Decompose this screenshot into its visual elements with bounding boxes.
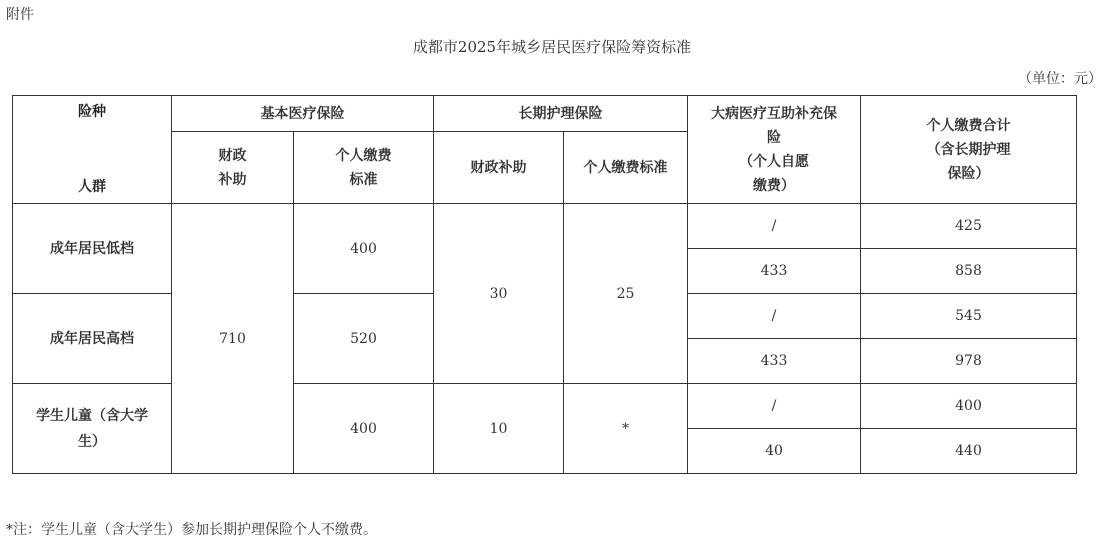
row-label-students bbox=[13, 384, 172, 474]
ltc-fiscal-adults: 30 bbox=[434, 204, 564, 384]
critical-adult-low-1: / bbox=[688, 204, 861, 249]
corner-population: 人群 bbox=[78, 179, 106, 195]
basic-personal-adult-high: 520 bbox=[294, 294, 434, 384]
header-critical-line1: 大病医疗互助补充保 bbox=[711, 105, 837, 122]
header-total-line3: 保险） bbox=[947, 165, 990, 182]
critical-adult-high-2: 433 bbox=[688, 339, 861, 384]
header-fiscal-subsidy bbox=[172, 132, 294, 204]
header-critical-line3: （个人自愿 bbox=[739, 153, 809, 170]
footnote: *注：学生儿童（含大学生）参加长期护理保险个人不缴费。 bbox=[6, 522, 377, 538]
header-critical-line2: 险 bbox=[767, 129, 781, 146]
ltc-personal-students: * bbox=[564, 384, 688, 474]
document-title: 成都市2025年城乡居民医疗保险筹资标准 bbox=[412, 38, 692, 56]
total-adult-high-2: 978 bbox=[861, 339, 1077, 384]
total-adult-high-1: 545 bbox=[861, 294, 1077, 339]
header-personal-line2: 标准 bbox=[349, 171, 378, 188]
header-critical-line4: 缴费） bbox=[753, 177, 795, 194]
attachment-label: 附件 bbox=[6, 7, 34, 23]
basic-personal-adult-low: 400 bbox=[294, 204, 434, 294]
header-fiscal-line2: 补助 bbox=[218, 171, 247, 188]
corner-header-cell bbox=[13, 96, 172, 204]
total-students-1: 400 bbox=[861, 384, 1077, 429]
ltc-personal-adults: 25 bbox=[564, 204, 688, 384]
basic-personal-students: 400 bbox=[294, 384, 434, 474]
header-ltc-fiscal-subsidy: 财政补助 bbox=[434, 132, 564, 204]
funding-standard-table bbox=[12, 95, 1077, 474]
header-total-line2: （含长期护理 bbox=[926, 141, 1011, 158]
header-fiscal-line1: 财政 bbox=[218, 147, 247, 164]
header-long-term-care: 长期护理保险 bbox=[434, 96, 688, 132]
header-basic-medical: 基本医疗保险 bbox=[172, 96, 434, 132]
header-total-line1: 个人缴费合计 bbox=[926, 117, 1011, 134]
critical-adult-high-1: / bbox=[688, 294, 861, 339]
header-critical-illness bbox=[688, 96, 861, 204]
row-label-students-line2: 生） bbox=[78, 433, 106, 450]
unit-note: （单位：元） bbox=[1018, 71, 1102, 87]
row-label-students-line1: 学生儿童（含大学 bbox=[36, 407, 148, 424]
header-personal-line1: 个人缴费 bbox=[335, 147, 392, 164]
row-label-adult-low: 成年居民低档 bbox=[13, 204, 172, 294]
row-label-adult-high: 成年居民高档 bbox=[13, 294, 172, 384]
total-adult-low-1: 425 bbox=[861, 204, 1077, 249]
header-ltc-personal-standard: 个人缴费标准 bbox=[564, 132, 688, 204]
corner-insurance-type: 险种 bbox=[78, 104, 106, 120]
total-students-2: 440 bbox=[861, 429, 1077, 474]
critical-students-2: 40 bbox=[688, 429, 861, 474]
critical-adult-low-2: 433 bbox=[688, 249, 861, 294]
header-personal-standard bbox=[294, 132, 434, 204]
critical-students-1: / bbox=[688, 384, 861, 429]
total-adult-low-2: 858 bbox=[861, 249, 1077, 294]
header-personal-total bbox=[861, 96, 1077, 204]
ltc-fiscal-students: 10 bbox=[434, 384, 564, 474]
basic-fiscal-subsidy-value: 710 bbox=[172, 204, 294, 474]
